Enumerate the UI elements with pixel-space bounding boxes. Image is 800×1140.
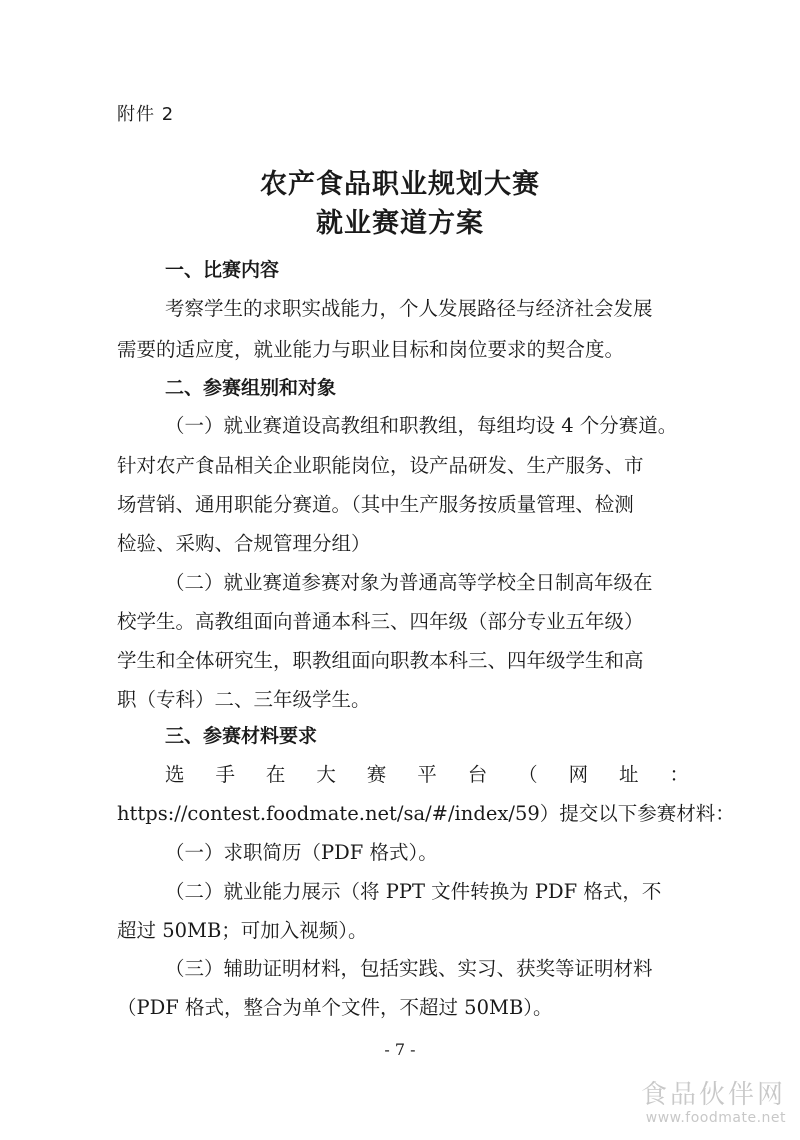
section-2-paragraph-line: 学生和全体研究生，职教组面向职教本科三、四年级学生和高: [117, 649, 644, 672]
section-2-paragraph-line: 职（专科）二、三年级学生。: [117, 688, 371, 711]
watermark-name: 食品伙伴网: [640, 1080, 786, 1110]
section-2-paragraph-line: 校学生。高教组面向普通本科三、四年级（部分专业五年级）: [117, 610, 644, 633]
section-2-paragraph-line: 场营销、通用职能分赛道。（其中生产服务按质量管理、检测: [117, 493, 634, 516]
section-3-paragraph-line: 选 手 在 大 赛 平 台 （ 网 址 ：: [165, 763, 689, 786]
section-2-paragraph-line: （二）就业赛道参赛对象为普通高等学校全日制高年级在: [165, 571, 653, 594]
section-2-paragraph-line: （一）就业赛道设高教组和职教组，每组均设 4 个分赛道。: [165, 414, 678, 437]
section-3-paragraph-line: https://contest.foodmate.net/sa/#/index/59）提交以下参赛材料：: [117, 802, 735, 825]
section-3-paragraph-line: （三）辅助证明材料，包括实践、实习、获奖等证明材料: [165, 957, 653, 980]
section-1-paragraph-line: 需要的适应度，就业能力与职业目标和岗位要求的契合度。: [117, 338, 625, 361]
section-1-paragraph-line: 考察学生的求职实战能力，个人发展路径与经济社会发展: [165, 297, 653, 320]
page-number: - 7 -: [384, 1040, 416, 1059]
section-3-paragraph-line: （一）求职简历（PDF 格式）。: [165, 841, 438, 864]
section-1-heading: 一、比赛内容: [165, 259, 280, 281]
attachment-label: 附件 2: [117, 104, 175, 125]
section-3-paragraph-line: （二）就业能力展示（将 PPT 文件转换为 PDF 格式，不: [165, 880, 662, 903]
section-3-heading: 三、参赛材料要求: [165, 725, 318, 747]
watermark-url: www.foodmate.net: [645, 1110, 786, 1126]
watermark-logo: [641, 1080, 786, 1126]
section-3-paragraph-line: 超过 50MB；可加入视频）。: [117, 919, 368, 942]
section-3-paragraph-line: （PDF 格式，整合为单个文件，不超过 50MB）。: [117, 996, 553, 1019]
document-title-line-2: 就业赛道方案: [316, 208, 484, 239]
document-title-line-1: 农产食品职业规划大赛: [260, 169, 540, 200]
section-2-paragraph-line: 检验、采购、合规管理分组）: [117, 532, 371, 555]
section-2-paragraph-line: 针对农产食品相关企业职能岗位，设产品研发、生产服务、市: [117, 454, 644, 477]
section-2-heading: 二、参赛组别和对象: [165, 377, 337, 399]
